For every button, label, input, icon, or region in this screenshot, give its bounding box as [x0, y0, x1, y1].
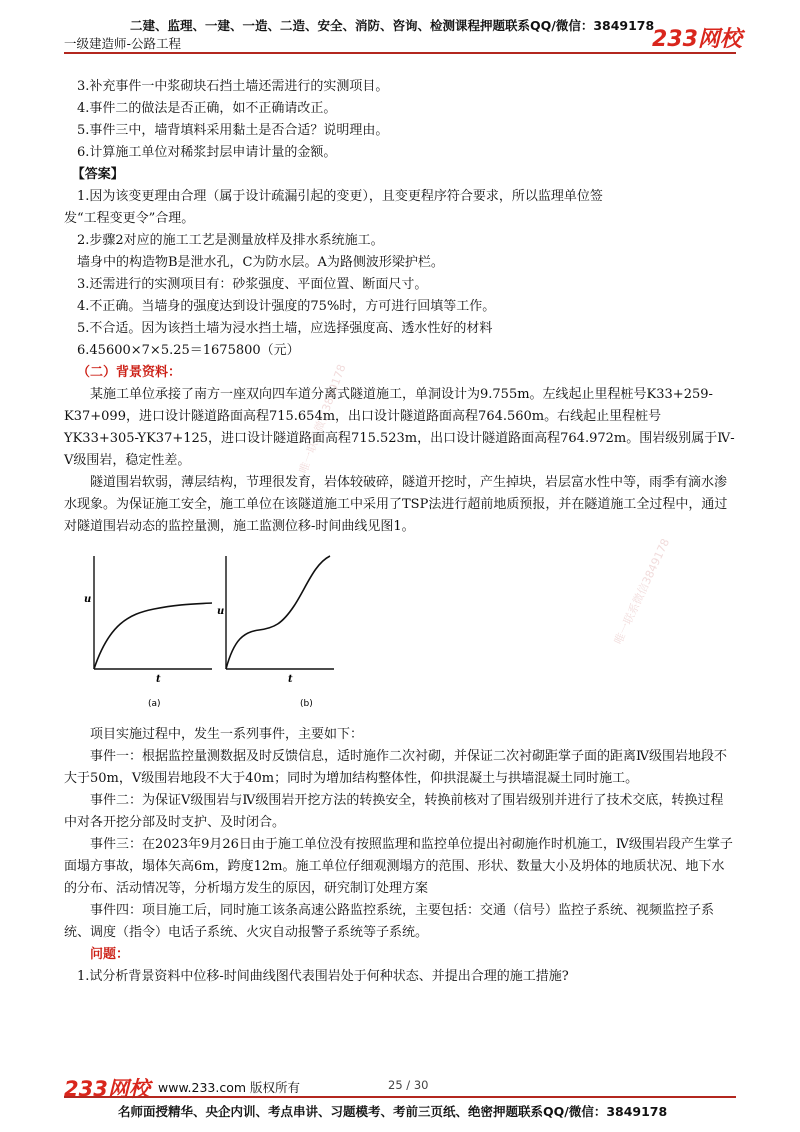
questions-heading: 问题：: [90, 947, 130, 962]
panel-a-curve: [94, 603, 212, 669]
footer-divider: [64, 1096, 736, 1098]
answer-heading: 【答案】: [71, 167, 124, 182]
watermark: 唯一联系微信3849178: [296, 362, 349, 476]
event-1: 事件一：根据监控量测数据及时反馈信息，适时施作二次衬砌，并保证二次衬砌距掌子面的距离Ⅳ级围岩地段不大于50m，Ⅴ级围岩地段不大于40m；同时为增加结构整体性，仰拱混凝土与拱墙混凝土同时施工。: [64, 749, 727, 786]
answer-2b: 墙身中的构造物B是泄水孔，C为防水层。A为路侧波形梁护栏。: [77, 255, 444, 270]
panel-a-y-label: u: [84, 594, 92, 605]
header-subtitle: 一级建造师-公路工程: [64, 36, 182, 51]
event-3: 事件三：在2023年9月26日由于施工单位没有按照监理和监控单位提出衬砌施作时机施工，Ⅳ级围岩段产生掌子面塌方事故，塌体矢高6m，跨度12m。施工单位仔细观测塌方的范围、形状、数量大小及坍体的地质状况、地下水的分布、活动情况等，分析塌方发生的原因，研究制订处理方案: [64, 837, 733, 896]
watermark: 唯一联系微信3849178: [611, 536, 673, 647]
answer-1-line-2: 发“工程变更令”合理。: [64, 211, 195, 226]
background-paragraph-1: 某施工单位承接了南方一座双向四车道分离式隧道施工，单洞设计为9.755m。左线起止里程桩号K33+259-K37+099，进口设计隧道路面高程715.654m，出口设计隧道路面高程764.560m。右线起止里程桩号YK33+305-YK37+125，进口设计隧道路面高程715.523m，出口设计隧道路面高程764.972m。围岩级别属于Ⅳ-Ⅴ级围岩，稳定性差。: [64, 387, 735, 468]
header-divider: [64, 52, 736, 54]
question-6: 6.计算施工单位对稀浆封层申请计量的金额。: [77, 145, 337, 160]
event-2: 事件二：为保证Ⅴ级围岩与Ⅳ级围岩开挖方法的转换安全，转换前核对了围岩级别并进行了技术交底，转换过程中对各开挖分部及时支护、及时闭合。: [64, 793, 724, 830]
panel-b-caption: (b): [300, 699, 313, 709]
page-number: 25 / 30: [388, 1078, 429, 1092]
answer-1-line-1: 1.因为该变更理由合理（属于设计疏漏引起的变更），且变更程序符合要求，所以监理单位签: [77, 189, 603, 204]
answer-5: 5.不合适。因为该挡土墙为浸水挡土墙，应选择强度高、透水性好的材料: [77, 321, 493, 336]
event-4: 事件四：项目施工后，同时施工该条高速公路监控系统，主要包括：交通（信号）监控子系统、视频监控子系统、调度（指令）电话子系统、火灾自动报警子系统等子系统。: [64, 903, 715, 940]
footer-copyright: www.233.com 版权所有: [158, 1080, 300, 1095]
brand-logo-bottom: 233网校: [64, 1077, 150, 1101]
footer-promo: 名师面授精华、央企内训、考点串讲、习题模考、考前三页纸、绝密押题联系QQ/微信：3849178: [118, 1104, 668, 1119]
document-body: [64, 76, 736, 988]
panel-a: [84, 556, 212, 709]
events-intro: 项目实施过程中，发生一系列事件，主要如下：: [90, 727, 364, 742]
answer-3: 3.还需进行的实测项目有：砂浆强度、平面位置、断面尺寸。: [77, 277, 428, 292]
panel-b-x-label: t: [288, 674, 293, 685]
displacement-time-curves: [64, 544, 736, 722]
section-heading: （二）背景资料：: [77, 365, 182, 380]
question-5: 5.事件三中，墙背填料采用黏土是否合适？说明理由。: [77, 123, 389, 138]
question-4: 4.事件二的做法是否正确，如不正确请改正。: [77, 101, 337, 116]
figure-1: [64, 544, 736, 722]
header-promo: 二建、监理、一建、一造、二造、安全、消防、咨询、检测课程押题联系QQ/微信：3849178: [130, 18, 655, 33]
panel-a-x-label: t: [156, 674, 161, 685]
answer-6: 6.45600×7×5.25＝1675800（元）: [77, 343, 300, 358]
panel-b: [217, 556, 334, 709]
brand-logo-top: 233网校: [652, 27, 742, 52]
question-1: 1.试分析背景资料中位移-时间曲线图代表围岩处于何种状态、并提出合理的施工措施?: [77, 969, 569, 984]
answer-2: 2.步骤2对应的施工工艺是测量放样及排水系统施工。: [77, 233, 384, 248]
panel-b-y-label: u: [217, 606, 225, 617]
background-paragraph-2: 隧道围岩软弱，薄层结构，节理很发育，岩体较破碎，隧道开挖时，产生掉块，岩层富水性中等，雨季有滴水渗水现象。为保证施工安全，施工单位在该隧道施工中采用了TSP法进行超前地质预报，并在隧道施工全过程中，通过对隧道围岩动态的监控量测，施工监测位移-时间曲线见图1。: [64, 475, 728, 534]
panel-b-curve: [226, 556, 330, 669]
panel-a-caption: (a): [148, 699, 161, 709]
answer-4: 4.不正确。当墙身的强度达到设计强度的75%时，方可进行回填等工作。: [77, 299, 496, 314]
question-3: 3.补充事件一中浆砌块石挡土墙还需进行的实测项目。: [77, 79, 389, 94]
